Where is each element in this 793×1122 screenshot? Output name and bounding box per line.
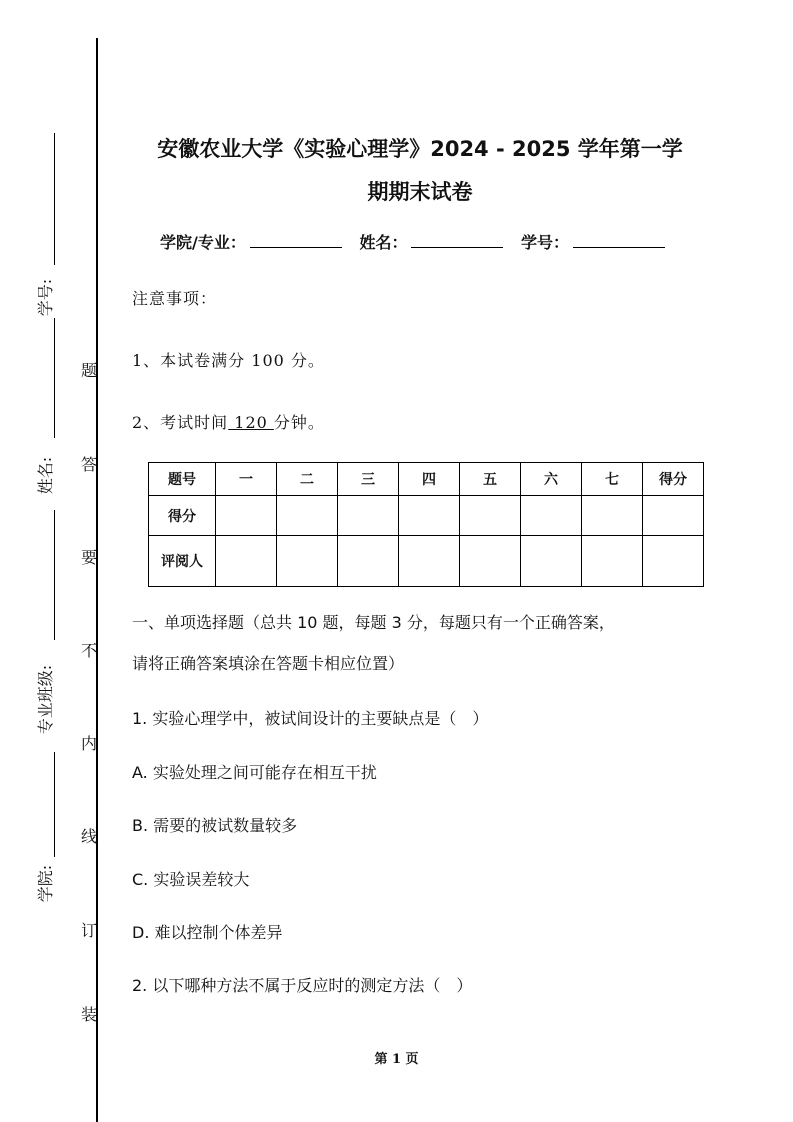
- question-option: A. 实验处理之间可能存在相互干扰: [132, 763, 377, 782]
- college-major-blank[interactable]: [250, 233, 342, 248]
- table-header-row: [149, 463, 704, 496]
- row-label: 评阅人: [149, 536, 216, 587]
- header-cell: 四: [399, 463, 460, 496]
- header-cell: 五: [460, 463, 521, 496]
- margin-line: [54, 752, 55, 857]
- exam-title-line2: 期期末试卷: [367, 180, 473, 204]
- page-number: 第 1 页: [374, 1052, 419, 1067]
- question-option: B. 需要的被试数量较多: [132, 816, 298, 835]
- seal-char: 不: [80, 641, 97, 660]
- margin-line: [54, 510, 55, 640]
- score-cell[interactable]: [216, 496, 277, 536]
- grader-cell[interactable]: [338, 536, 399, 587]
- grader-cell[interactable]: [460, 536, 521, 587]
- grader-cell[interactable]: [521, 536, 582, 587]
- student-id-label: 学号：: [521, 233, 570, 252]
- header-cell: 二: [277, 463, 338, 496]
- score-cell[interactable]: [277, 496, 338, 536]
- college-major-label: 学院/专业：: [160, 233, 246, 252]
- binding-line: [96, 38, 98, 1122]
- name-label: 姓名：: [359, 233, 408, 252]
- section-heading: 一、单项选择题（总共 10 题，每题 3 分，每题只有一个正确答案，: [132, 613, 615, 632]
- exam-title: 安徽农业大学《实验心理学》2024 - 2025 学年第一学: [157, 137, 683, 161]
- seal-char: 线: [80, 827, 97, 846]
- header-cell: 六: [521, 463, 582, 496]
- grader-cell[interactable]: [643, 536, 704, 587]
- note-text: 2、考试时间: [132, 413, 229, 432]
- note-item: 1、本试卷满分 100 分。: [132, 351, 325, 370]
- grader-cell[interactable]: [399, 536, 460, 587]
- row-label: 得分: [149, 496, 216, 536]
- note-text: 分钟。: [273, 413, 325, 432]
- table-row: [149, 496, 704, 536]
- exam-duration: 120: [228, 413, 274, 432]
- score-cell[interactable]: [399, 496, 460, 536]
- score-cell[interactable]: [521, 496, 582, 536]
- table-row: [149, 536, 704, 587]
- question-stem: 2. 以下哪种方法不属于反应时的测定方法（ ）: [132, 976, 473, 995]
- margin-class-label: 专业班级:: [36, 664, 56, 735]
- header-cell: 七: [582, 463, 643, 496]
- notes-heading: 注意事项：: [132, 289, 218, 308]
- margin-line: [54, 318, 55, 438]
- header-cell: 一: [216, 463, 277, 496]
- grader-cell[interactable]: [277, 536, 338, 587]
- seal-char: 内: [80, 734, 97, 753]
- grader-cell[interactable]: [216, 536, 277, 587]
- note-item: [132, 410, 325, 433]
- student-info: [160, 230, 677, 253]
- header-cell: 得分: [643, 463, 704, 496]
- seal-char: 装: [80, 1005, 97, 1024]
- question-option: C. 实验误差较大: [132, 870, 250, 889]
- seal-char: 题: [80, 361, 97, 380]
- section-heading-line2: 请将正确答案填涂在答题卡相应位置）: [132, 654, 405, 673]
- margin-line: [54, 133, 55, 265]
- question-stem: 1. 实验心理学中，被试间设计的主要缺点是（ ）: [132, 709, 489, 728]
- score-cell[interactable]: [643, 496, 704, 536]
- grader-cell[interactable]: [582, 536, 643, 587]
- seal-char: 答: [80, 455, 97, 474]
- seal-char: 要: [80, 548, 97, 567]
- score-table: [148, 462, 704, 587]
- name-blank[interactable]: [411, 233, 503, 248]
- question-option: D. 难以控制个体差异: [132, 923, 283, 942]
- score-cell[interactable]: [460, 496, 521, 536]
- margin-student-id-label: 学号:: [36, 278, 56, 317]
- score-cell[interactable]: [582, 496, 643, 536]
- header-cell: 三: [338, 463, 399, 496]
- margin-name-label: 姓名:: [36, 456, 56, 495]
- score-cell[interactable]: [338, 496, 399, 536]
- student-id-blank[interactable]: [573, 233, 665, 248]
- margin-college-label: 学院:: [36, 864, 56, 903]
- header-cell: 题号: [149, 463, 216, 496]
- seal-char: 订: [80, 921, 97, 940]
